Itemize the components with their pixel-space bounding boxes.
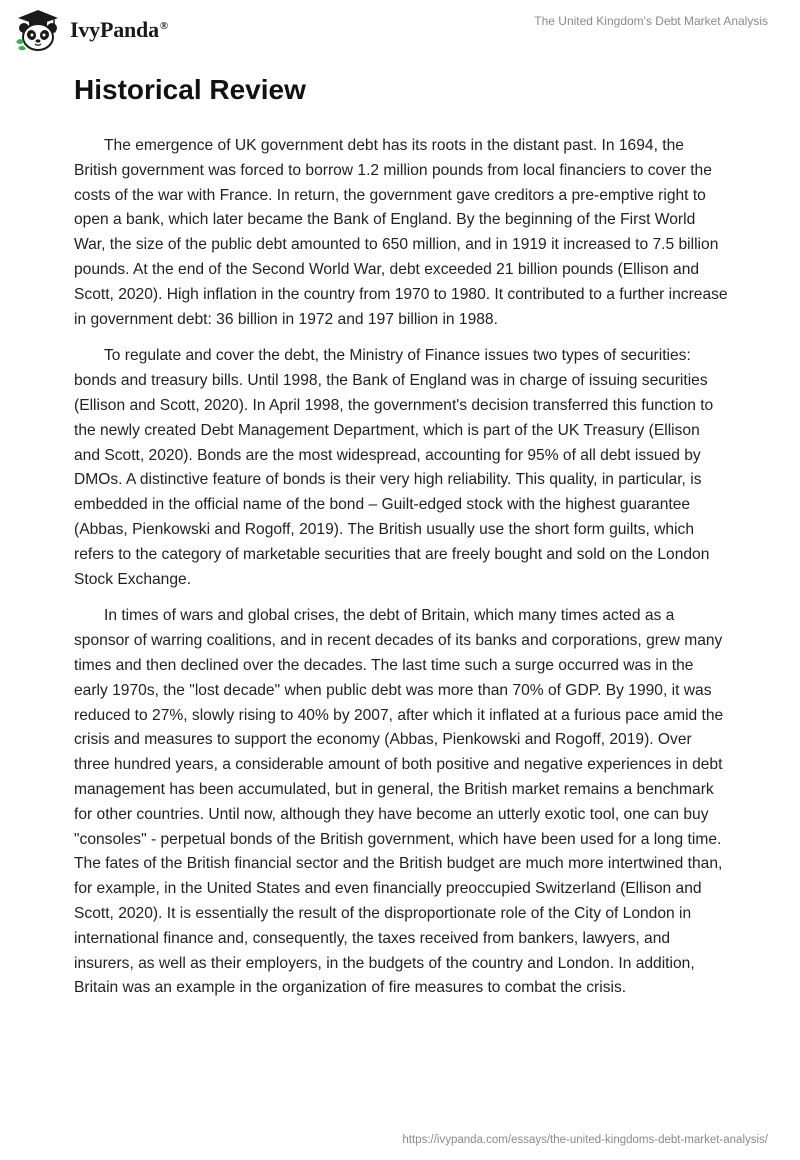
document-title: The United Kingdom's Debt Market Analysis: [534, 14, 768, 28]
brand-name: IvyPanda®: [70, 17, 168, 42]
paragraph: The emergence of UK government debt has its roots in the distant past. In 1694, the British government was forced to borrow 1.2 million pounds from local financiers to cover the costs of the war with France. In return, the government gave creditors a pre-emptive right to open a bank, which later became the Bank of England. By the beginning of the First World War, the size of the public debt amounted to 650 million, and in 1919 it increased to 7.5 billion pounds. At the end of the Second World War, debt exceeded 21 billion pounds (Ellison and Scott, 2020). High inflation in the country from 1970 to 1980. It contributed to a further increase in government debt: 36 billion in 1972 and 197 billion in 1988.: [74, 137, 728, 328]
page-header: [0, 0, 800, 60]
paragraph: In times of wars and global crises, the debt of Britain, which many times acted as a sponsor of warring coalitions, and in recent decades of its banks and corporations, grew many times and then declined over the decades. The last time such a surge occurred was in the early 1970s, the "lost decade" when public debt was more than 70% of GDP. By 1990, it was reduced to 27%, slowly rising to 40% by 2007, after which it inflated at a furious pace amid the crisis and measures to support the economy (Abbas, Pienkowski and Rogoff, 2019). Over three hundred years, a considerable amount of both positive and negative experiences in debt management has been accumulated, but in general, the British market remains a benchmark for other countries. Until now, although they have become an utterly exotic tool, one can buy "consoles" - perpetual bonds of the British government, which have been used for a long time. The fates of the British financial sector and the British budget are much more intertwined than, for example, in the United States and even financially preoccupied Switzerland (Ellison and Scott, 2020). It is essentially the result of the disproportionate role of the City of London in international finance and, consequently, the taxes received from bankers, lawyers, and insurers, as well as their employers, in the budgets of the country and London. In addition, Britain was an example in the organization of fire measures to combat the crisis.: [74, 607, 724, 997]
paragraph: To regulate and cover the debt, the Ministry of Finance issues two types of securities: bonds and treasury bills. Until 1998, the Bank of England was in charge of issuing securities (Ellison and Scott, 2020). In April 1998, the government's decision transferred this function to the newly created Debt Management Department, which is part of the UK Treasury (Ellison and Scott, 2020). Bonds are the most widespread, accounting for 95% of all debt issued by DMOs. A distinctive feature of bonds is their very high reliability. This quality, in particular, is embedded in the official name of the bond – Guilt-edged stock with the highest guarantee (Abbas, Pienkowski and Rogoff, 2019). The British usually use the short form guilts, which refers to the category of marketable securities that are freely bought and sold on the London Stock Exchange.: [74, 347, 714, 588]
source-url[interactable]: https://ivypanda.com/essays/the-united-kingdoms-debt-market-analysis/: [402, 1134, 768, 1146]
section-heading: Historical Review: [74, 74, 306, 105]
ivypanda-logo[interactable]: [14, 8, 168, 52]
article-body: [74, 134, 730, 1013]
panda-logo-icon: [14, 8, 62, 52]
